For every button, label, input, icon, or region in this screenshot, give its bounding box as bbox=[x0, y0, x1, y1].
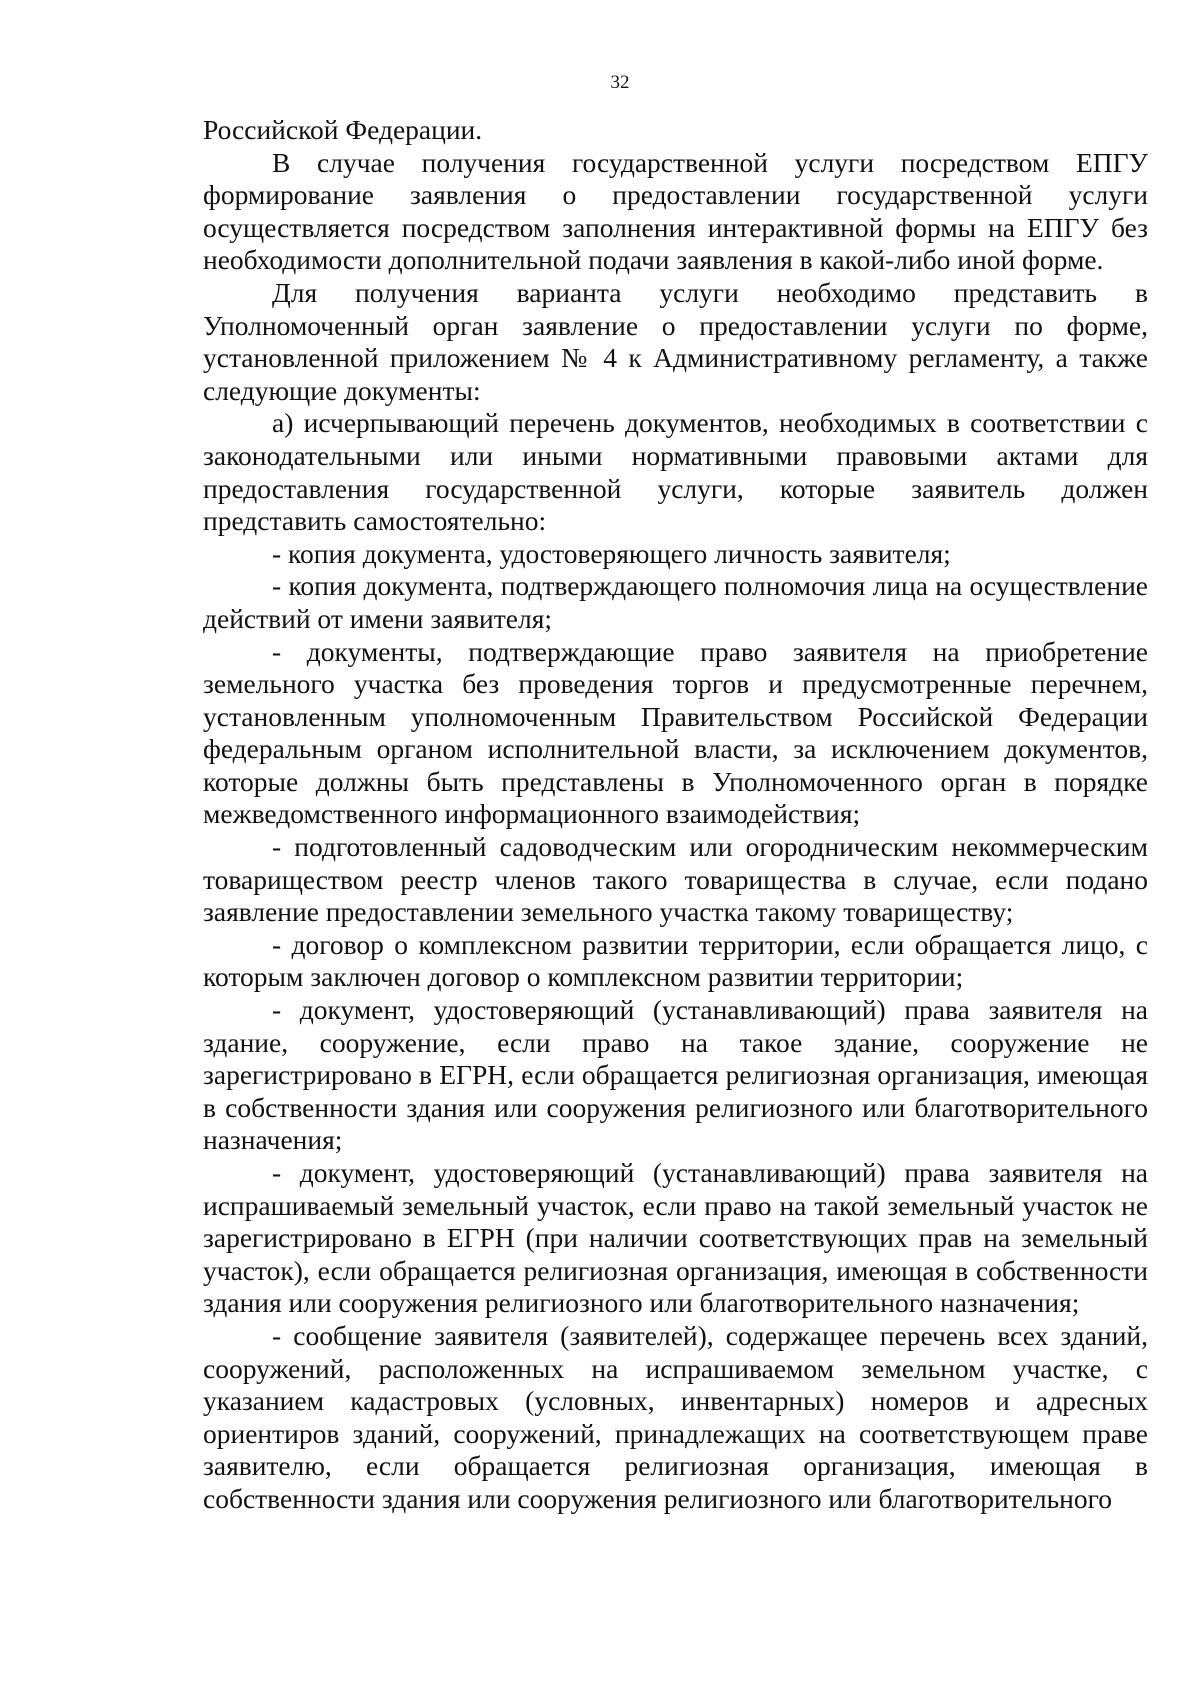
list-item-members-register: - подготовленный садоводческим или огородническим некоммерческим товариществом реестр членов такого товарищества в случае, если подано заявление предоставлении земельного участка такому товариществу; bbox=[203, 831, 1148, 928]
paragraph-documents-list-intro: а) исчерпывающий перечень документов, необходимых в соответствии с законодательными или иными нормативными правовыми актами для предоставления государственной услуги, которые заявитель должен представить самостоятельно: bbox=[203, 407, 1148, 537]
paragraph-service-variant: Для получения варианта услуги необходимо представить в Уполномоченный орган заявление о предоставлении услуги по форме, установленной приложением № 4 к Административному регламенту, а также следующие документы: bbox=[203, 276, 1148, 406]
paragraph-continuation: Российской Федерации. bbox=[203, 114, 483, 145]
list-item-land-right-documents: - документы, подтверждающие право заявителя на приобретение земельного участка без проведения торгов и предусмотренные перечнем, установленным уполномоченным Правительством Российской Федерации федеральным органом исполнительной власти, за исключением документов, которые должны быть представлены в Уполномоченного орган в порядке межведомственного информационного взаимодействия; bbox=[203, 635, 1148, 830]
list-item-buildings-list-message: - сообщение заявителя (заявителей), содержащее перечень всех зданий, сооружений, расположенных на испрашиваемом земельном участке, с указанием кадастровых (условных, инвентарных) номеров и адресных ориентиров зданий, сооружений, принадлежащих на соответствующем праве заявителю, если обращается религиозная организация, имеющая в собственности здания или сооружения религиозного или благотворительного bbox=[203, 1319, 1148, 1514]
list-item-building-right-document: - документ, удостоверяющий (устанавливающий) права заявителя на здание, сооружение, если право на такое здание, сооружение не зарегистрировано в ЕГРН, если обращается религиозная организация, имеющая в собственности здания или сооружения религиозного или благотворительного назначения; bbox=[203, 994, 1148, 1156]
list-item-land-plot-right-document: - документ, удостоверяющий (устанавливающий) права заявителя на испрашиваемый земельный участок, если право на такой земельный участок не зарегистрировано в ЕГРН (при наличии соответствующих прав на земельный участок), если обращается религиозная организация, имеющая в собственности здания или сооружения религиозного или благотворительного назначения; bbox=[203, 1157, 1148, 1319]
page-number: 32 bbox=[610, 72, 630, 93]
list-item-territory-development-contract: - договор о комплексном развитии территории, если обращается лицо, с которым заключен договор о комплексном развитии территории; bbox=[203, 928, 1148, 993]
list-item-identity-document: - копия документа, удостоверяющего личность заявителя; bbox=[272, 537, 951, 569]
list-item-authority-document: - копия документа, подтверждающего полномочия лица на осуществление действий от имени заявителя; bbox=[203, 570, 1148, 634]
paragraph-epgu-application: В случае получения государственной услуги посредством ЕПГУ формирование заявления о предоставлении государственной услуги осуществляется посредством заполнения интерактивной формы на ЕПГУ без необходимости дополнительной подачи заявления в какой-либо иной форме. bbox=[203, 146, 1148, 276]
document-body bbox=[203, 114, 1148, 1516]
